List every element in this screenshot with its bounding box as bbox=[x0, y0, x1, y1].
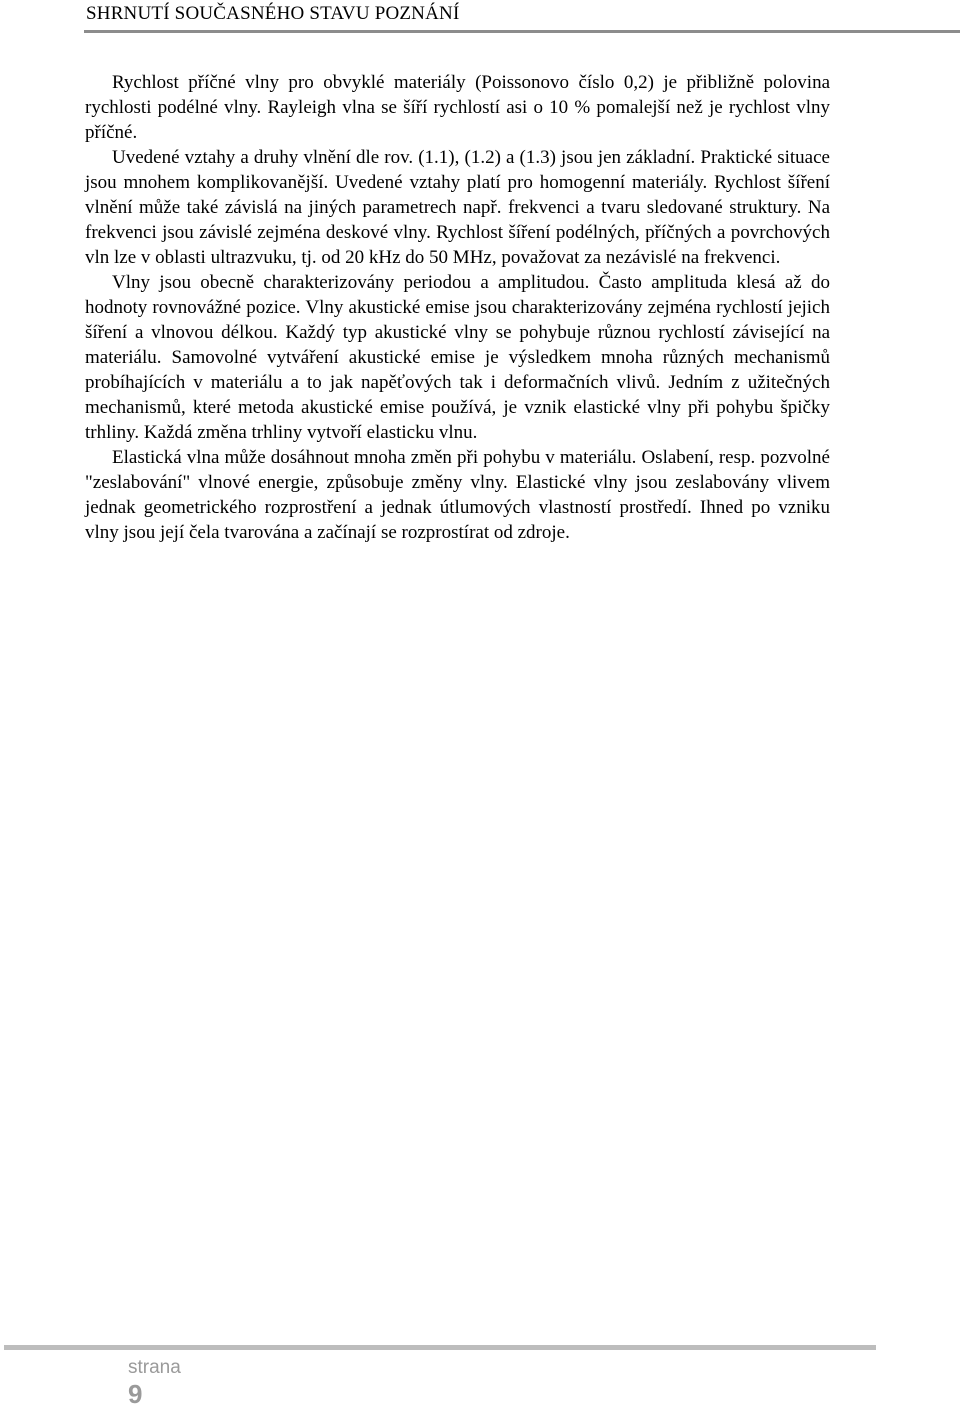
paragraph-1: Rychlost příčné vlny pro obvyklé materiály (Poissonovo číslo 0,2) je přibližně polovina rychlosti podélné vlny. Rayleigh vlna se šíří rychlostí asi o 10 % pomalejší než je rychlost vlny příčné. bbox=[85, 72, 830, 143]
paragraph-3: Vlny jsou obecně charakterizovány periodou a amplitudou. Často amplituda klesá až do hodnoty rovnovážné pozice. Vlny akustické emise jsou charakterizovány zejména rychlostí jejich šíření a vlnovou délkou. Každý typ akustické vlny se pohybuje různou rychlostí závisející na materiálu. Samovolné vytváření akustické emise je výsledkem mnoha různých mechanismů probíhajících v materiálu a to jak napěťových tak i deformačních vlivů. Jedním z užitečných mechanismů, které metoda akustické emise používá, je vznik elastické vlny při pohybu špičky trhliny. Každá změna trhliny vytvoří elasticku vlnu. bbox=[85, 272, 830, 443]
body-text bbox=[85, 70, 830, 545]
header-divider bbox=[84, 30, 960, 33]
footer-divider bbox=[4, 1345, 876, 1350]
page-label: strana bbox=[128, 1357, 181, 1378]
running-header: SHRNUTÍ SOUČASNÉHO STAVU POZNÁNÍ bbox=[86, 3, 460, 24]
paragraph-2: Uvedené vztahy a druhy vlnění dle rov. (1.1), (1.2) a (1.3) jsou jen základní. Praktické situace jsou mnohem komplikovanější. Uvedené vztahy platí pro homogenní materiály. Rychlost šíření vlnění může také závislá na jiných parametrech např. frekvenci a tvaru sledované struktury. Na frekvenci jsou závislé zejména deskové vlny. Rychlost šíření podélných, příčných a povrchových vln lze v oblasti ultrazvuku, tj. od 20 kHz do 50 MHz, považovat za nezávislé na frekvenci. bbox=[85, 147, 830, 268]
page-number: 9 bbox=[128, 1379, 143, 1409]
paragraph-4: Elastická vlna může dosáhnout mnoha změn při pohybu v materiálu. Oslabení, resp. pozvolné "zeslabování" vlnové energie, způsobuje změny vlny. Elastické vlny jsou zeslabovány vlivem jednak geometrického rozprostření a jednak útlumových vlastností prostředí. Ihned po vzniku vlny jsou její čela tvarována a začínají se rozprostírat od zdroje. bbox=[85, 447, 830, 543]
